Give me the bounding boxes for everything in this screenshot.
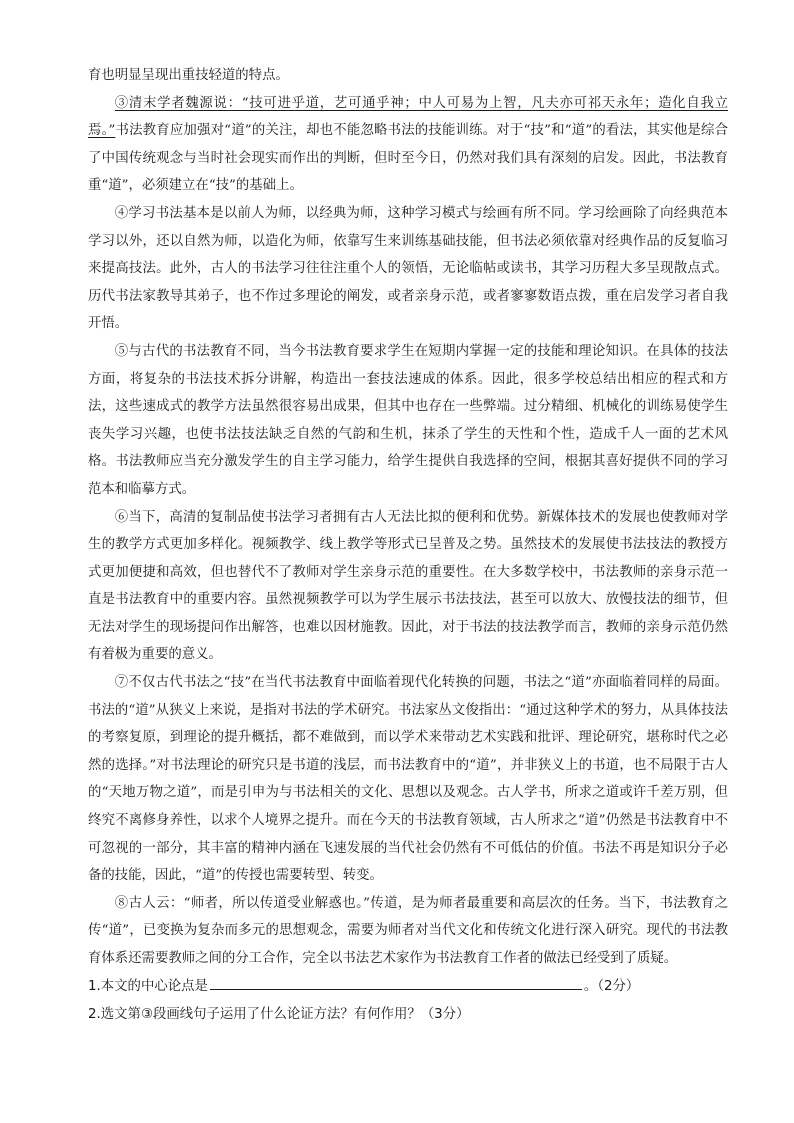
paragraph-3-body: 书法教育应加强对“道”的关注，却也不能忽略书法的技能训练。对于“技”和“道”的看法，其实他是综合了中国传统观念与当时社会现实而作出的判断，但时至今日，仍然对我们具有深刻的启发。因此，书法教育重“道”，必须建立在“技”的基础上。: [88, 123, 728, 194]
paragraph-8: ⑧古人云：“师者，所以传道受业解惑也。”传道，是为师者最重要和高层次的任务。当下，书法教育之传“道”，已变换为复杂而多元的思想观念，需要为师者对当代文化和传统文化进行深入研究。现代的书法教育体系还需要教师之间的分工合作，完全以书法艺术家作为书法教育工作者的做法已经受到了质疑。: [88, 895, 728, 966]
paragraph-3: [88, 90, 728, 200]
paragraph-4: ④学习书法基本是以前人为师，以经典为师，这种学习模式与绘画有所不同。学习绘画除了向经典范本学习以外，还以自然为师，以造化为师，依靠写生来训练基础技能，但书法必须依靠对经典作品的反复临习来提高技法。此外，古人的书法学习往往注重个人的领悟，无论临帖或读书，其学习历程大多呈现散点式。历代书法家教导其弟子，也不作过多理论的阐发，或者亲身示范，或者寥寥数语点拨，重在启发学习者自我开悟。: [88, 205, 728, 332]
question-2: 2.选文第③段画线句子运用了什么论证方法？有何作用？（3分）: [88, 1006, 470, 1022]
question-1-score: 。（2分）: [583, 978, 640, 994]
paragraph-7: ⑦不仅古代书法之“技”在当代书法教育中面临着现代化转换的问题，书法之“道”亦面临着同样的局面。书法的“道”从狭义上来说，是指对书法的学术研究。书法家丛文俊指出：“通过这种学术的努力，从具体技法的考察复原，到理论的提升概括，都不难做到，而以学术来带动艺术实践和批评、理论研究，堪称时代之必然的选择。”对书法理论的研究只是书道的浅层，而书法教育中的“道”，并非狭义上的书道，也不局限于古人的“天地万物之道”，而是引申为与书法相关的文化、思想以及观念。古人学书，所求之道或许千差万别，但终究不离修身养性，以求个人境界之提升。而在今天的书法教育领域，古人所求之“道”仍然是书法教育中不可忽视的一部分，其丰富的精神内涵在飞速发展的当代社会仍然有不可低估的价值。书法不再是知识分子必备的技能，因此，“道”的传授也需要转型、转变。: [88, 675, 728, 884]
underlined-quote: ③清末学者魏源说：“技可进乎道，艺可通乎神；中人可易为上智，凡夫亦可祁天永年；造化自我立焉。”: [88, 95, 728, 139]
answer-blank[interactable]: [210, 973, 582, 990]
paragraph-5: ⑤与古代的书法教育不同，当今书法教育要求学生在短期内掌握一定的技能和理论知识。在具体的技法方面，将复杂的书法技术拆分讲解，构造出一套技法速成的体系。因此，很多学校总结出相应的程式和方法，这些速成式的教学方法虽然很容易出成果，但其中也存在一些弊端。过分精细、机械化的训练易使学生丧失学习兴趣，也使书法技法缺乏自然的气韵和生机，抹杀了学生的天性和个性，造成千人一面的艺术风格。书法教师应当充分激发学生的自主学习能力，给学生提供自我选择的空间，根据其喜好提供不同的学习范本和临摹方式。: [88, 343, 728, 497]
paragraph-2-tail: 育也明显呈现出重技轻道的特点。: [88, 68, 289, 83]
document-page: [88, 62, 728, 1029]
paragraph-6: ⑥当下，高清的复制品使书法学习者拥有古人无法比拟的便利和优势。新媒体技术的发展也使教师对学生的教学方式更加多样化。视频教学、线上教学等形式已呈普及之势。虽然技术的发展使书法技法的教授方式更加便捷和高效，但也替代不了教师对学生亲身示范的重要性。在大多数学校中，书法教师的亲身示范一直是书法教育中的重要内容。虽然视频教学可以为学生展示书法技法，甚至可以放大、放慢技法的细节，但无法对学生的现场提问作出解答，也难以因材施教。因此，对于书法的技法教学而言，教师的亲身示范仍然有着极为重要的意义。: [88, 509, 728, 663]
question-1: [88, 973, 728, 1001]
question-1-prompt: 1.本文的中心论点是: [88, 978, 208, 994]
